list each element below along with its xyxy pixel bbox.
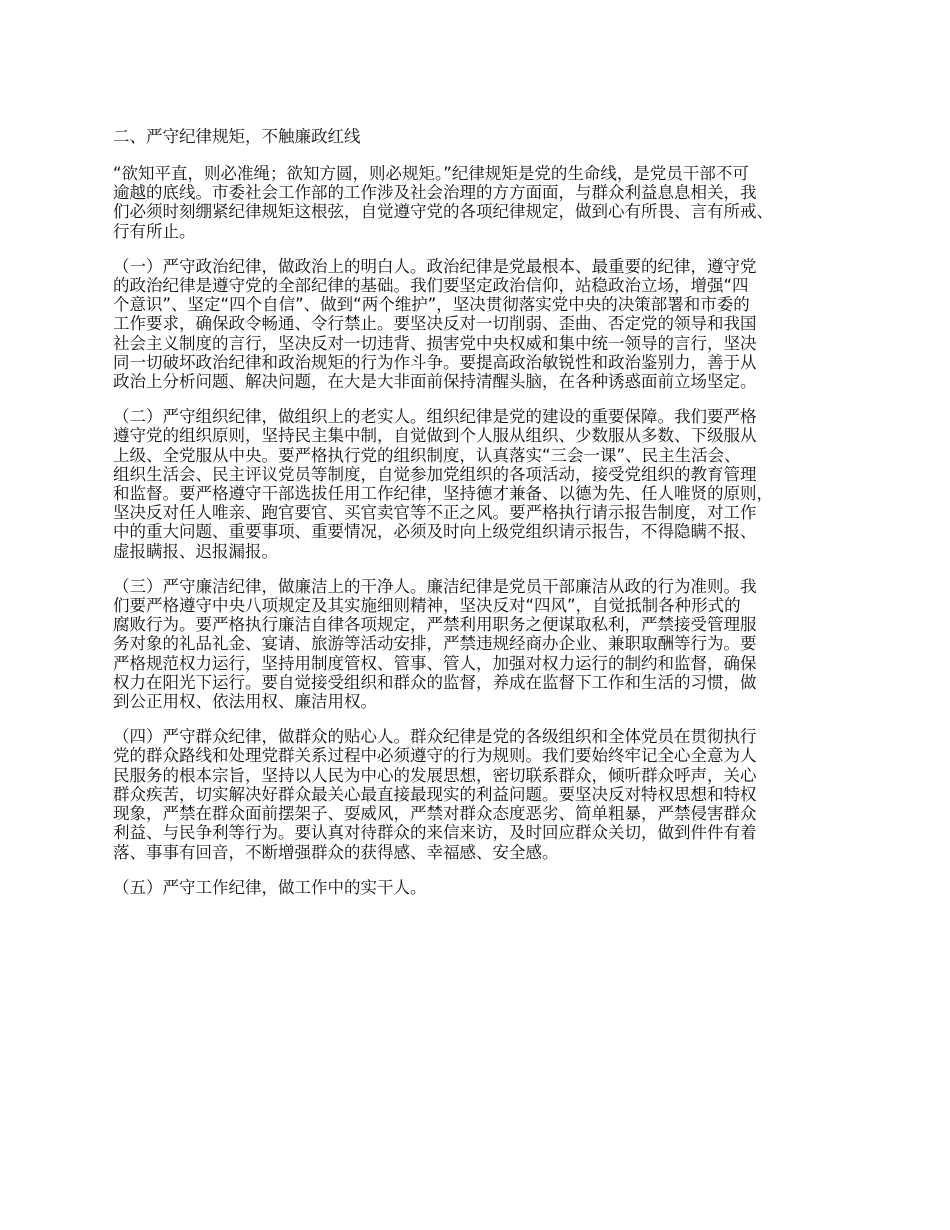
paragraph-work-discipline: （五）严守工作纪律，做工作中的实干人。	[113, 877, 427, 897]
document-body	[113, 126, 855, 897]
text-line: （三）严守廉洁纪律，做廉洁上的干净人。廉洁纪律是党员干部廉洁从政的行为准则。我	[113, 576, 757, 596]
text-line: 虚报瞒报、迟报漏报。	[113, 541, 278, 561]
text-line: 坚决反对任人唯亲、跑官要官、买官卖官等不正之风。要严格执行请示报告制度，对工作	[113, 503, 757, 523]
text-line: 社会主义制度的言行，坚决反对一切违背、损害党中央权威和集中统一领导的言行，坚决	[113, 333, 757, 353]
text-line: 中的重大问题、重要事项、重要情况，必须及时向上级党组织请示报告，不得隐瞒不报、	[113, 522, 757, 542]
text-line: 到公正用权、依法用权、廉洁用权。	[113, 692, 377, 712]
text-line: 落、事事有回音，不断增强群众的获得感、幸福感、安全感。	[113, 842, 559, 862]
text-line: 逾越的底线。市委社会工作部的工作涉及社会治理的方方面面，与群众利益息息相关，我	[113, 183, 757, 203]
text-line: 利益、与民争利等行为。要认真对待群众的来信来访，及时回应群众关切，做到件件有着	[113, 823, 757, 843]
text-line: 群众疾苦，切实解决好群众最关心最直接最现实的利益问题。要坚决反对特权思想和特权	[113, 784, 757, 804]
text-line: 个意识”、坚定“四个自信”、做到“两个维护”，坚决贯彻落实党中央的决策部署和市委的	[113, 295, 750, 315]
text-line: 政治上分析问题、解决问题，在大是大非面前保持清醒头脑，在各种诱惑面前立场坚定。	[113, 372, 757, 392]
paragraph-intro	[113, 164, 855, 241]
text-line: 行有所止。	[113, 221, 196, 241]
text-line: 腐败行为。要严格执行廉洁自律各项规定，严禁利用职务之便谋取私利，严禁接受管理服	[113, 615, 757, 635]
section-heading: 二、严守纪律规矩，不触廉政红线	[113, 127, 361, 146]
text-line: 工作要求，确保政令畅通、令行禁止。要坚决反对一切削弱、歪曲、否定党的领导和我国	[113, 314, 757, 334]
text-line: 的政治纪律是遵守党的全部纪律的基础。我们要坚定政治信仰，站稳政治立场，增强“四	[113, 276, 749, 296]
text-line: 权力在阳光下运行。要自觉接受组织和群众的监督，养成在监督下工作和生活的习惯，做	[113, 672, 757, 692]
text-line: （一）严守政治纪律，做政治上的明白人。政治纪律是党最根本、最重要的纪律，遵守党	[113, 256, 757, 276]
text-line: 民服务的根本宗旨，坚持以人民为中心的发展思想，密切联系群众，倾听群众呼声，关心	[113, 765, 757, 785]
paragraph-political-discipline	[113, 257, 855, 391]
text-line: 们要严格遵守中央八项规定及其实施细则精神，坚决反对“四风”，自觉抵制各种形式的	[113, 596, 741, 616]
paragraph-mass-discipline	[113, 727, 855, 861]
paragraph-integrity-discipline	[113, 577, 855, 711]
text-line: 们必须时刻绷紧纪律规矩这根弦，自觉遵守党的各项纪律规定，做到心有所畏、言有所戒、	[113, 202, 773, 222]
text-line: （二）严守组织纪律，做组织上的老实人。组织纪律是党的建设的重要保障。我们要严格	[113, 407, 757, 427]
text-line: 和监督。要严格遵守干部选拔任用工作纪律，坚持德才兼备、以德为先、任人唯贤的原则，	[113, 484, 773, 504]
text-line: 严格规范权力运行，坚持用制度管权、管事、管人，加强对权力运行的制约和监督，确保	[113, 653, 757, 673]
text-line: 上级、全党服从中央。要严格执行党的组织制度，认真落实“三会一课”、民主生活会、	[113, 445, 741, 465]
text-line: （四）严守群众纪律，做群众的贴心人。群众纪律是党的各级组织和全体党员在贯彻执行	[113, 727, 757, 747]
text-line: 遵守党的组织原则，坚持民主集中制，自觉做到个人服从组织、少数服从多数、下级服从	[113, 426, 757, 446]
paragraph-organizational-discipline	[113, 407, 855, 561]
text-line: 组织生活会、民主评议党员等制度，自觉参加党组织的各项活动，接受党组织的教育管理	[113, 464, 757, 484]
text-line: 务对象的礼品礼金、宴请、旅游等活动安排，严禁违规经商办企业、兼职取酬等行为。要	[113, 634, 757, 654]
text-line: 同一切破坏政治纪律和政治规矩的行为作斗争。要提高政治敏锐性和政治鉴别力，善于从	[113, 352, 757, 372]
text-line: 党的群众路线和处理党群关系过程中必须遵守的行为规则。我们要始终牢记全心全意为人	[113, 746, 757, 766]
text-line: “欲知平直，则必准绳；欲知方圆，则必规矩。”纪律规矩是党的生命线，是党员干部不可	[113, 164, 749, 183]
text-line: 现象，严禁在群众面前摆架子、耍威风，严禁对群众态度恶劣、简单粗暴，严禁侵害群众	[113, 804, 757, 824]
